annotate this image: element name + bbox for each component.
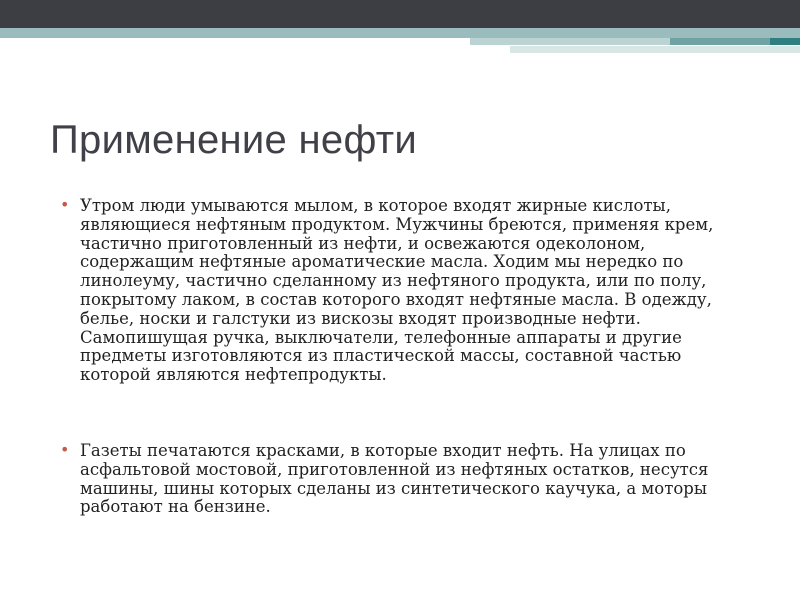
top-bar xyxy=(0,0,800,28)
bullet-icon: • xyxy=(60,439,70,459)
decorative-stripe xyxy=(510,46,800,53)
decorative-stripe xyxy=(770,38,800,45)
decorative-stripes xyxy=(470,28,800,54)
slide-title: Применение нефти xyxy=(50,118,418,162)
slide-body xyxy=(58,197,748,517)
bullet-text: Утром люди умываются мылом, в которое входят жирные кислоты, являющиеся нефтяным продуктом. Мужчины бреются, применяя крем, частично приготовленный из нефти, и освежаются одеколоном, содержащим нефтяные ароматические масла. Ходим мы нередко по линолеуму, частично сделанному из нефтяного продукта, или по полу, покрытому лаком, в состав которого входят нефтяные масла. В одежду, белье, носки и галстуки из вискозы входят производные нефти. Самопишущая ручка, выключатели, телефонные аппараты и другие предметы изготовляются из пластической массы, составной частью которой являются нефтепродукты. xyxy=(80,196,714,385)
bullet-item xyxy=(58,197,748,385)
bullet-text: Газеты печатаются красками, в которые входит нефть. На улицах по асфальтовой мостовой, приготовленной из нефтяных остатков, несутся машины, шины которых сделаны из синтетического каучука, а моторы работают на бензине. xyxy=(80,440,709,517)
bullet-icon: • xyxy=(60,195,70,214)
bullet-item xyxy=(58,439,748,517)
